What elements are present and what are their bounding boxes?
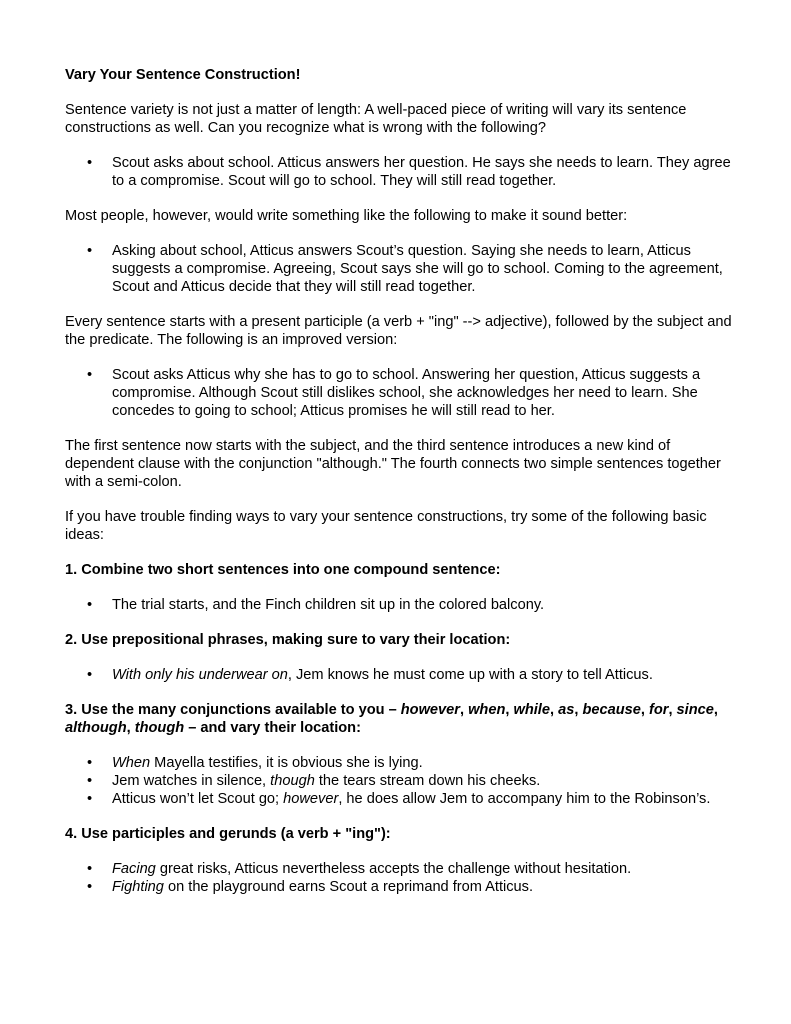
list-item: [65, 242, 737, 296]
conjunction: because: [582, 702, 641, 718]
conjunction: however: [400, 702, 460, 718]
list-item: [65, 366, 737, 420]
separator: ,: [640, 702, 649, 718]
bullet-icon: •: [87, 155, 93, 171]
paragraph-3: Every sentence starts with a present participle (a verb + "ing" --> adjective), followed by the subject and the predicate. The following is an improved version:: [65, 314, 732, 348]
italic-phrase: Facing: [112, 861, 156, 877]
italic-phrase: however: [283, 791, 339, 807]
conjunction: since: [676, 702, 714, 718]
item-text: the tears stream down his cheeks.: [314, 773, 541, 789]
bullet-icon: •: [87, 791, 93, 807]
separator: ,: [668, 702, 677, 718]
conjunction: as: [558, 702, 575, 718]
list-item: [65, 666, 737, 684]
italic-phrase: Fighting: [112, 879, 164, 895]
document-page: [65, 66, 737, 913]
separator: ,: [126, 720, 135, 736]
italic-phrase: When: [112, 755, 151, 771]
document-title: Vary Your Sentence Construction!: [65, 67, 301, 83]
item-text: Mayella testifies, it is obvious she is lying.: [150, 755, 423, 771]
example-2-text: Asking about school, Atticus answers Scout’s question. Saying she needs to learn, Atticus suggests a compromise. Agreeing, Scout says she will go to school. Coming to the agreement, Scout and Atticus decide that they will still read together.: [112, 243, 723, 295]
example-3-text: Scout asks Atticus why she has to go to school. Answering her question, Atticus suggests a compromise. Although Scout still dislikes school, she acknowledges her need to learn. She concedes to going to school; Atticus promises he will still read to her.: [112, 367, 701, 419]
example-list-1: [65, 154, 737, 190]
item-text: Jem watches in silence,: [112, 773, 271, 789]
bullet-icon: •: [87, 861, 93, 877]
heading-2-list: [65, 666, 737, 684]
heading-3-list: [65, 754, 737, 808]
heading-1: 1. Combine two short sentences into one compound sentence:: [65, 562, 501, 578]
conjunction: when: [468, 702, 506, 718]
italic-phrase: though: [270, 773, 315, 789]
item-text: great risks, Atticus nevertheless accepts the challenge without hesitation.: [155, 861, 632, 877]
heading-3: [65, 701, 737, 737]
conjunction: while: [513, 702, 550, 718]
bullet-icon: •: [87, 667, 93, 683]
conjunction: though: [134, 720, 185, 736]
separator: ,: [549, 702, 559, 718]
bullet-icon: •: [87, 773, 93, 789]
item-text: Atticus won’t let Scout go;: [112, 791, 284, 807]
heading-3-tail: – and vary their location:: [184, 720, 361, 736]
example-list-2: [65, 242, 737, 296]
paragraph-5: If you have trouble finding ways to vary your sentence constructions, try some of the following basic ideas:: [65, 509, 707, 543]
bullet-icon: •: [87, 367, 93, 383]
list-item: [65, 790, 737, 808]
heading-4-list: [65, 860, 737, 896]
bullet-icon: •: [87, 243, 93, 259]
example-1-text: Scout asks about school. Atticus answers her question. He says she needs to learn. They agree to a compromise. Scout will go to school. They will still read together.: [112, 155, 731, 189]
list-item: [65, 878, 737, 896]
conjunction: for: [648, 702, 669, 718]
intro-paragraph: Sentence variety is not just a matter of length: A well-paced piece of writing will vary its sentence constructions as well. Can you recognize what is wrong with the following?: [65, 102, 687, 136]
list-item: [65, 754, 737, 772]
italic-phrase: With only his underwear on: [112, 667, 288, 683]
conjunction: although: [65, 720, 127, 736]
heading-2: 2. Use prepositional phrases, making sure to vary their location:: [65, 632, 511, 648]
list-item: [65, 596, 737, 614]
heading-3-lead: 3. Use the many conjunctions available to you –: [65, 702, 401, 718]
heading-1-list: [65, 596, 737, 614]
list-item: [65, 154, 737, 190]
separator: ,: [713, 702, 718, 718]
paragraph-4: The first sentence now starts with the subject, and the third sentence introduces a new kind of dependent clause with the conjunction "although." The fourth connects two simple sentences together with a semi-colon.: [65, 438, 721, 490]
list-item: [65, 860, 737, 878]
separator: ,: [574, 702, 583, 718]
separator: ,: [459, 702, 469, 718]
item-text: on the playground earns Scout a reprimand from Atticus.: [163, 879, 534, 895]
heading-4: 4. Use participles and gerunds (a verb + "ing"):: [65, 826, 391, 842]
list-item: [65, 772, 737, 790]
item-text: , he does allow Jem to accompany him to the Robinson’s.: [338, 791, 711, 807]
bullet-icon: •: [87, 755, 93, 771]
item-text: , Jem knows he must come up with a story to tell Atticus.: [287, 667, 653, 683]
separator: ,: [505, 702, 514, 718]
bullet-icon: •: [87, 597, 93, 613]
paragraph-2: Most people, however, would write something like the following to make it sound better:: [65, 208, 628, 224]
example-list-3: [65, 366, 737, 420]
bullet-icon: •: [87, 879, 93, 895]
heading-1-item: The trial starts, and the Finch children sit up in the colored balcony.: [112, 597, 545, 613]
